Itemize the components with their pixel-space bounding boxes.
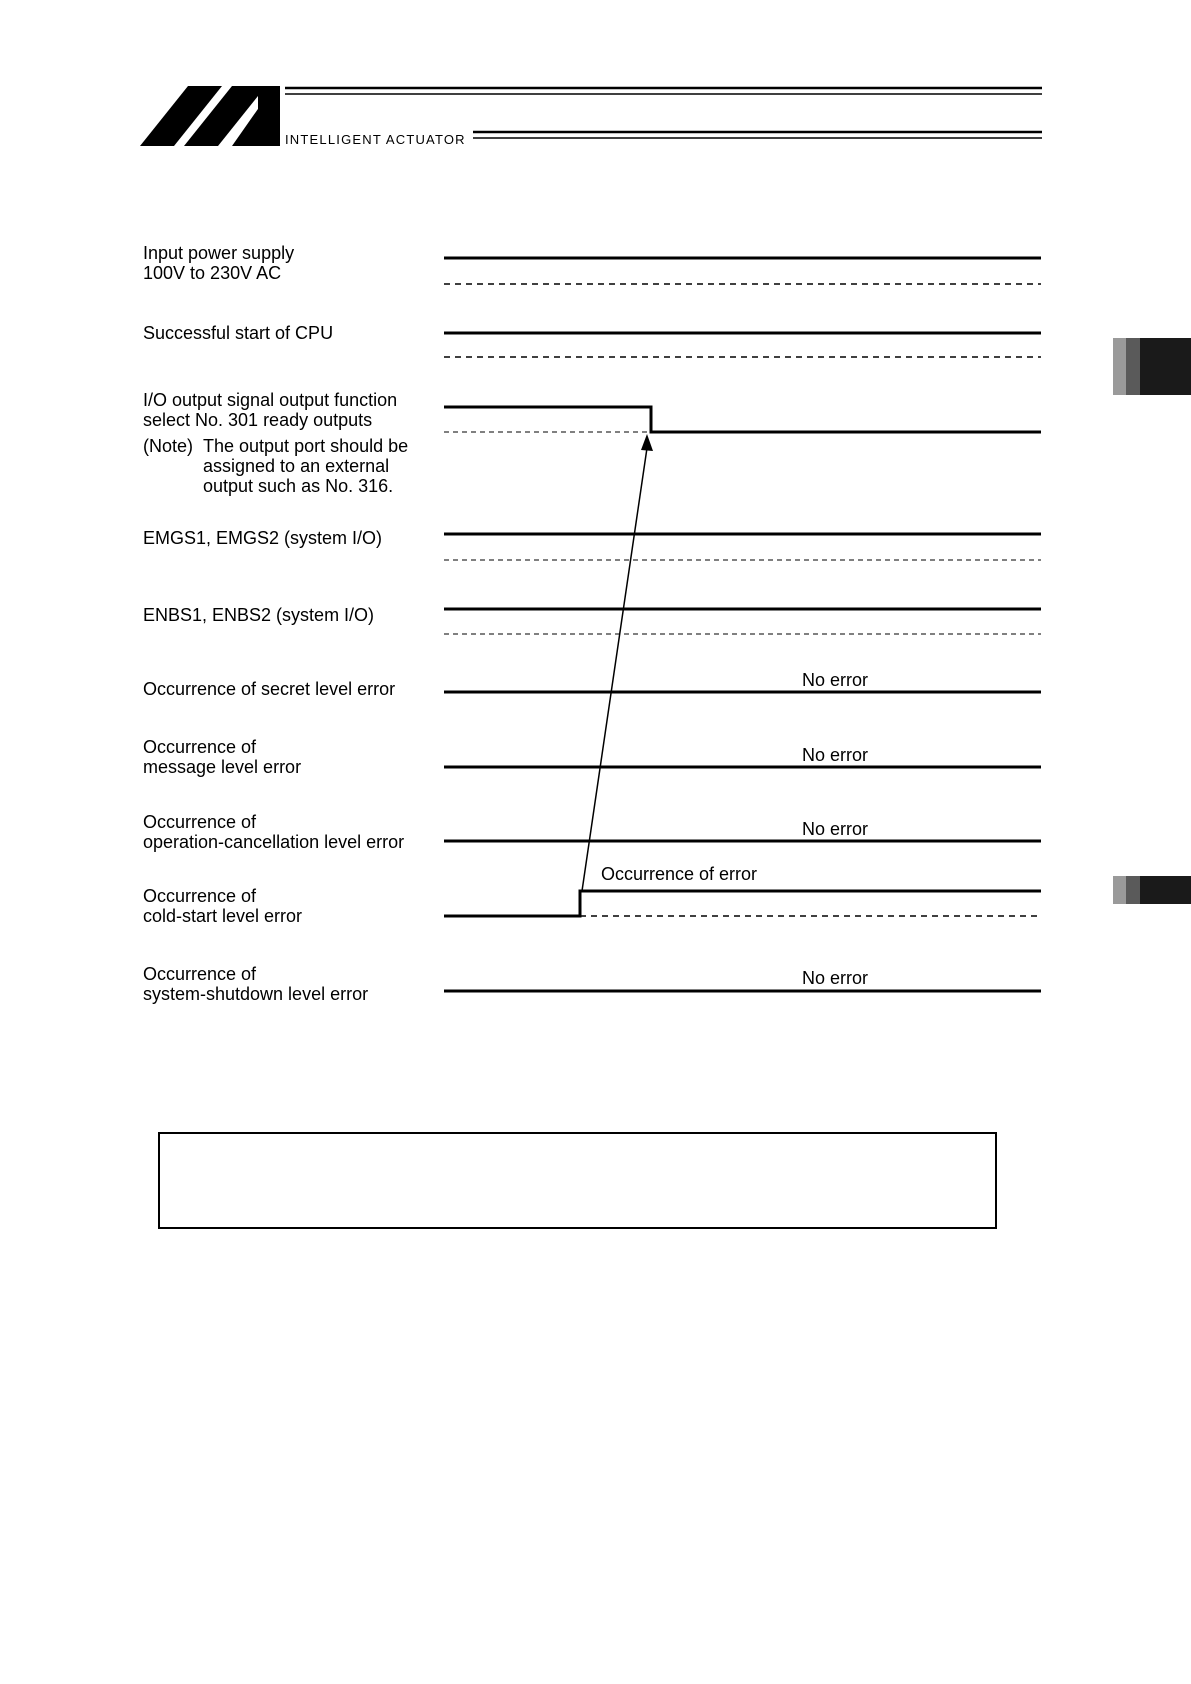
- state-secret: No error: [802, 670, 869, 690]
- label-cpu: Successful start of CPU: [143, 323, 334, 343]
- cause-arrow: [582, 448, 647, 891]
- enbs-waveform: [444, 609, 1041, 634]
- label-io-output: I/O output signal output function select No. 301 ready outputs: [143, 390, 398, 430]
- cause-arrow-head: [641, 434, 653, 451]
- coldstart-waveform: [444, 891, 1041, 916]
- chapter-tab-upper: [1113, 338, 1191, 395]
- state-message: No error: [802, 745, 869, 765]
- tab-mid-segment: [1126, 876, 1140, 904]
- io-output-waveform: [444, 407, 1041, 432]
- label-opcancel: Occurrence of operation-cancellation level error: [143, 812, 405, 852]
- state-coldstart: Occurrence of error: [601, 864, 758, 884]
- cpu-waveform: [444, 333, 1041, 357]
- state-shutdown: No error: [802, 968, 869, 988]
- chapter-tab-lower: [1113, 876, 1191, 904]
- emgs-waveform: [444, 534, 1041, 560]
- label-power: Input power supply 100V to 230V AC: [143, 243, 295, 283]
- label-secret: Occurrence of secret level error: [143, 679, 396, 699]
- label-emgs: EMGS1, EMGS2 (system I/O): [143, 528, 383, 548]
- tab-dark-segment: [1140, 338, 1191, 395]
- logo-text: INTELLIGENT ACTUATOR: [285, 132, 466, 147]
- power-waveform: [444, 258, 1041, 284]
- tab-mid-segment: [1126, 338, 1140, 395]
- io-note-text: The output port should be assigned to an external output such as No. 316.: [203, 436, 409, 496]
- label-coldstart: Occurrence of cold-start level error: [143, 886, 303, 926]
- tab-dark-segment: [1140, 876, 1191, 904]
- io-note-tag: (Note): [143, 436, 194, 456]
- note-box: [158, 1132, 997, 1229]
- label-enbs: ENBS1, ENBS2 (system I/O): [143, 605, 375, 625]
- label-message: Occurrence of message level error: [143, 737, 302, 777]
- tab-light-segment: [1113, 338, 1126, 395]
- tab-light-segment: [1113, 876, 1126, 904]
- label-shutdown: Occurrence of system-shutdown level error: [143, 964, 369, 1004]
- state-opcancel: No error: [802, 819, 869, 839]
